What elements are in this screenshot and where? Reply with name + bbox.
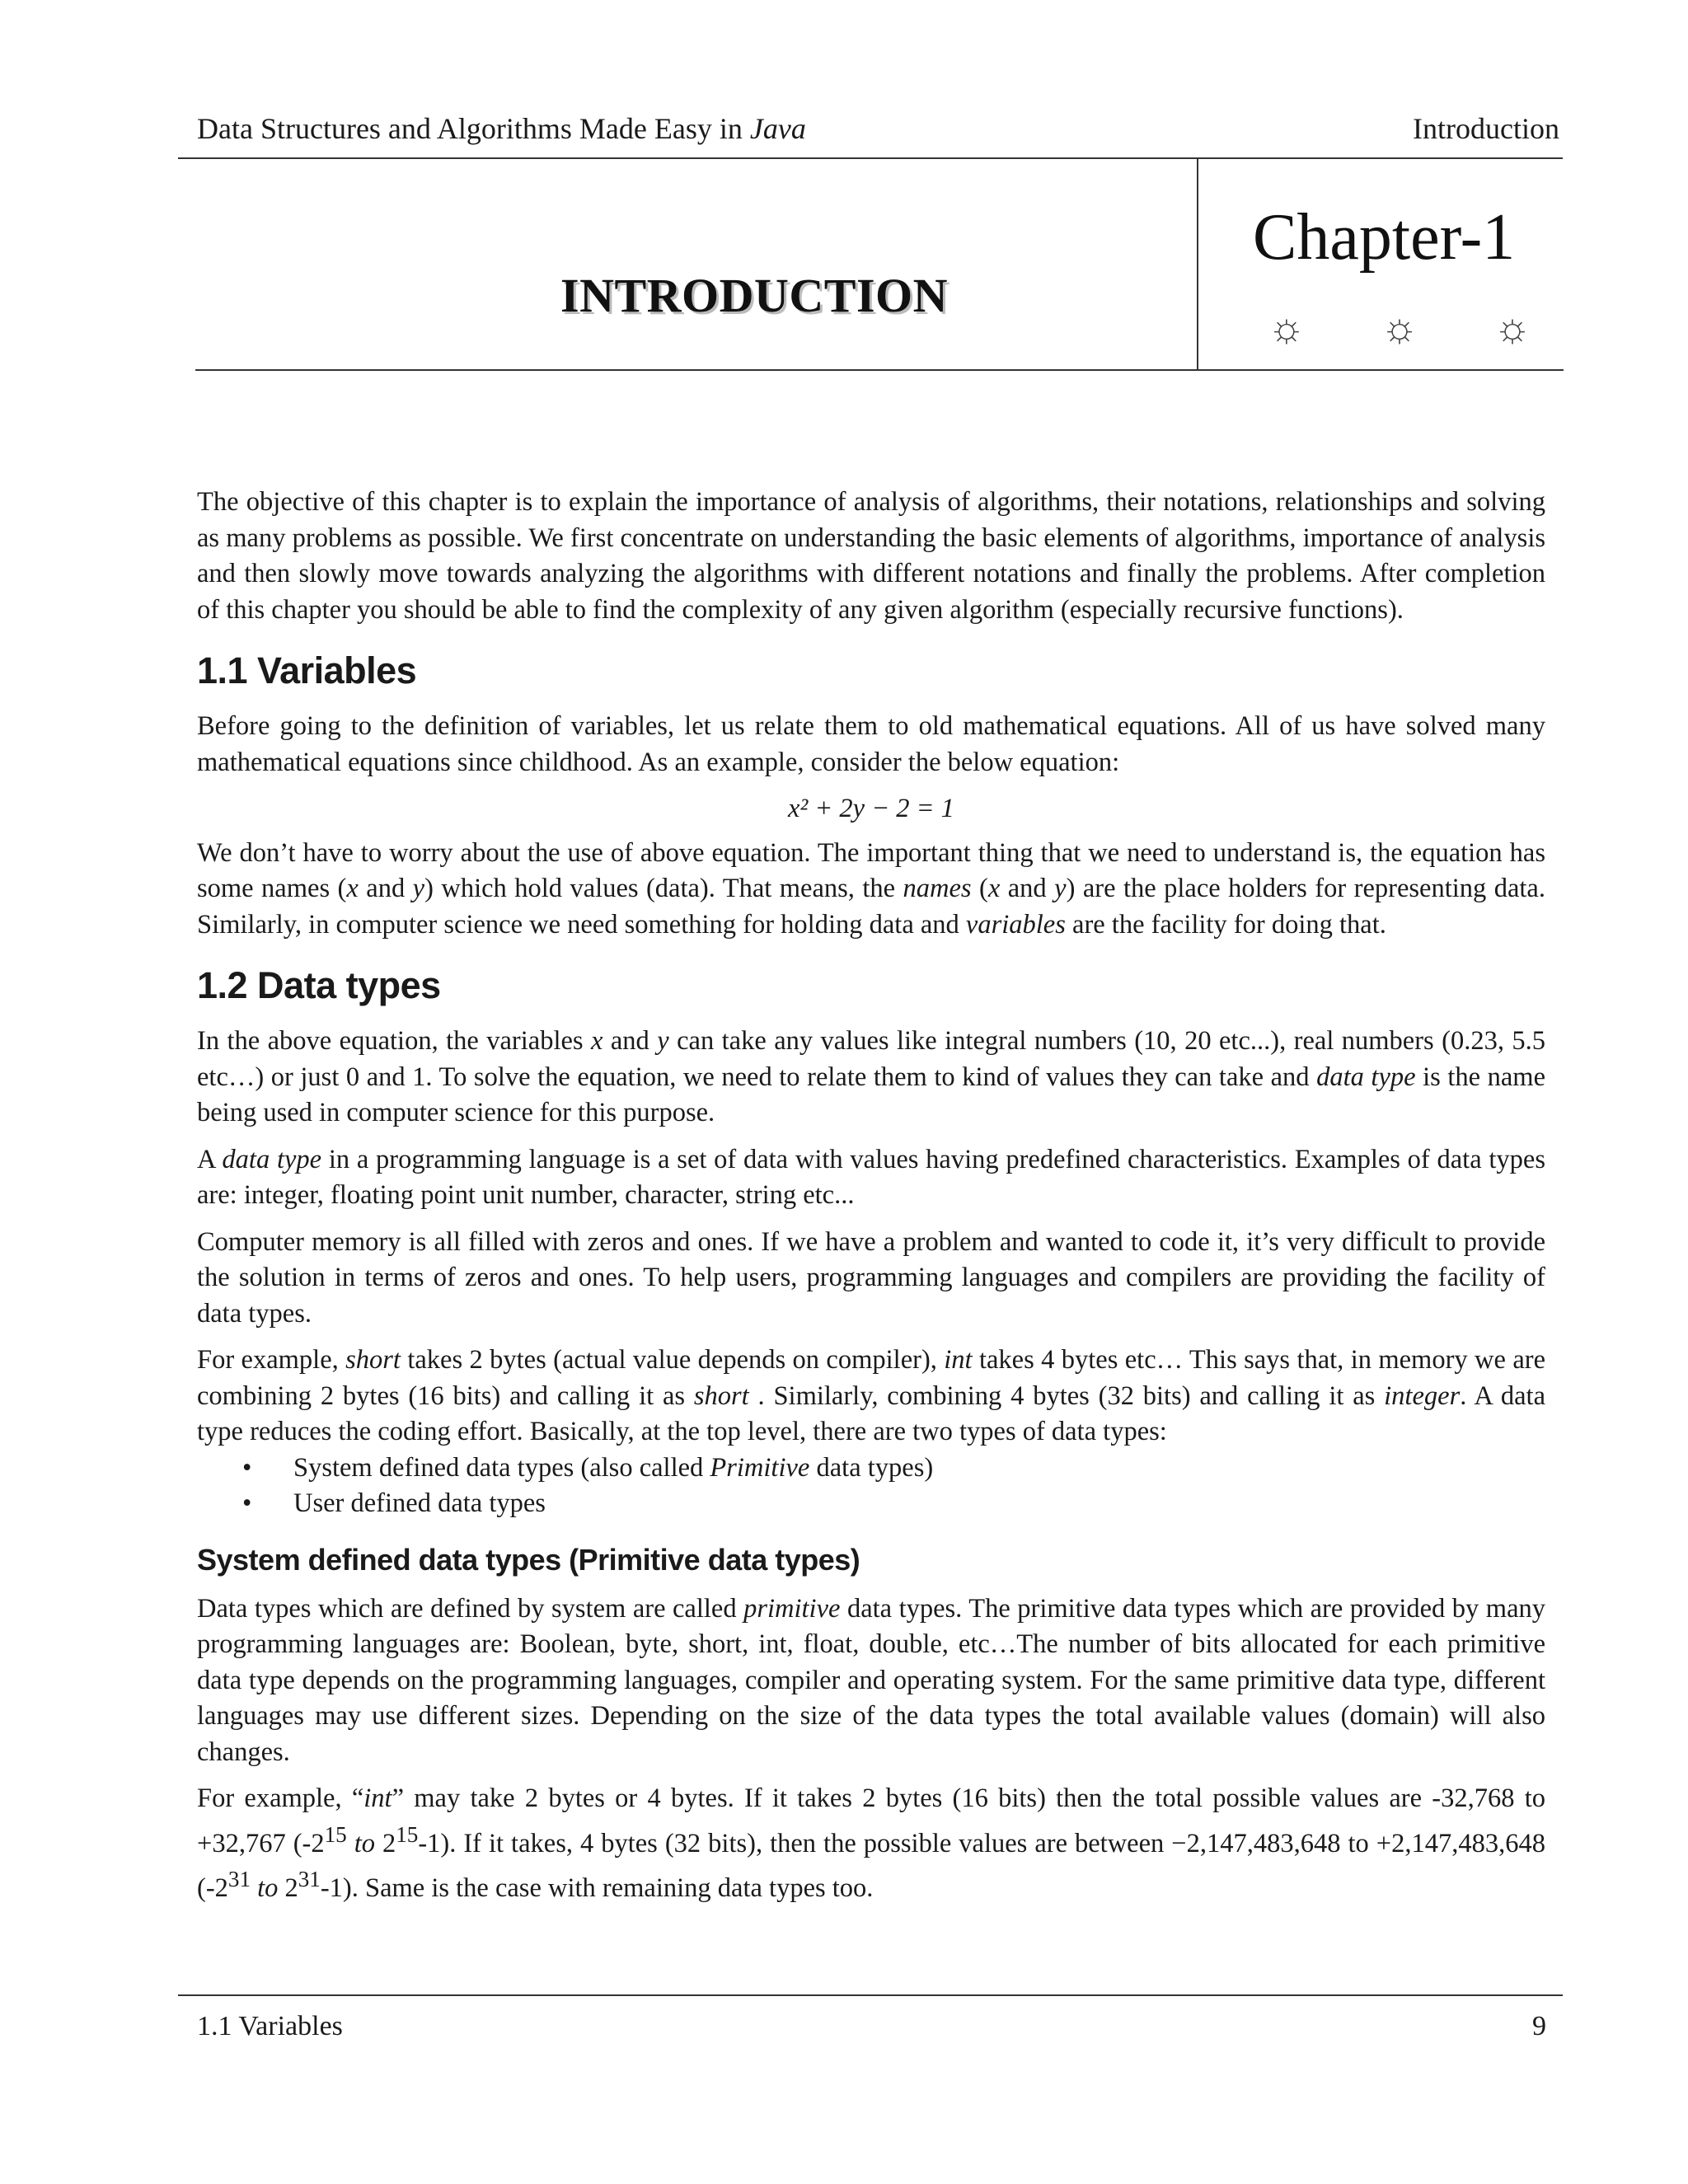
data-types-paragraph-3: Computer memory is all filled with zeros and ones. If we have a problem and wanted to code it, it’s very difficult to provide the solution in terms of zeros and ones. To help users, programming languages and compilers are providing the facility of data types. [197, 1226, 1545, 1329]
chapter-title: INTRODUCTION [560, 269, 949, 322]
sun-icon: ☼ [1268, 304, 1306, 350]
primitive-paragraph-2: For example, “int” may take 2 bytes or 4 bytes. If it takes 2 bytes (16 bits) then the total possible values are -32,768 to +32,767 ($-2^{15}$ to $2^{15}-1$). If it takes, 4 bytes (32 bits), then the possible values are between −2,147,483,648 to +2,147,483,648 ($-2^{31}$ to $2^{31}-1$). Same is the case with remaining data types too. [197, 1783, 1545, 1903]
subsection-heading-primitive: System defined data types (Primitive data types) [197, 1542, 860, 1577]
chapter-number: Chapter-1 [1253, 201, 1516, 274]
data-types-paragraph-2: A data type in a programming language is a set of data with values having predefined characteristics. Examples of data types are: integer, floating point unit number, character, string etc... [197, 1144, 1545, 1210]
book-title: Data Structures and Algorithms Made Easy in [197, 112, 750, 145]
equation: x² + 2y − 2 = 1 [788, 794, 954, 823]
primitive-paragraph-1: Data types which are defined by system are called primitive data types. The primitive data types which are provided by many programming languages are: Boolean, byte, short, int, float, double, etc…The number of bits allocated for each primitive data type depends on the programming languages, compiler and operating system. For the same primitive data type, different languages may use different sizes. Depending on the size of the data types the total available values (domain) will also changes. [197, 1593, 1545, 1767]
section-heading-data-types: 1.2 Data types [197, 964, 441, 1006]
data-types-paragraph-4: For example, short takes 2 bytes (actual value depends on compiler), int takes 4 bytes etc… This says that, in memory we are combining 2 bytes (16 bits) and calling it as short . Similarly, combining 4 bytes (32 bits) and calling it as integer. A data type reduces the coding effort. Basically, at the top level, there are two types of data types: [197, 1345, 1546, 1446]
page-number: 9 [1532, 2011, 1546, 2041]
section-heading-variables: 1.1 Variables [197, 649, 417, 691]
intro-paragraph: The objective of this chapter is to explain the importance of analysis of algorithms, their notations, relationships and solving as many problems as possible. We first concentrate on understanding the basic elements of algorithms, importance of analysis and then slowly move towards analyzing the algorithms with different notations and finally the problems. After completion of this chapter you should be able to find the complexity of any given algorithm (especially recursive functions). [197, 487, 1545, 625]
sun-icon: ☼ [1493, 304, 1531, 350]
list-item: • System defined data types (also called Primitive data types) [293, 1451, 1545, 1487]
variables-paragraph-1: Before going to the definition of variables, let us relate them to old mathematical equations. All of us have solved many mathematical equations since childhood. As an example, consider the below equation: [197, 711, 1545, 777]
running-header-title [197, 111, 806, 146]
footer-rule [178, 1994, 1563, 1996]
chapter-ornaments [1268, 304, 1531, 350]
footer-section: 1.1 Variables [197, 2011, 343, 2041]
title-rule [195, 369, 1564, 371]
header-rule [178, 157, 1563, 159]
page-content [197, 485, 1545, 1917]
title-divider [1197, 158, 1198, 370]
book-title-language: Java [749, 112, 806, 145]
list-item: • User defined data types [293, 1486, 1545, 1522]
data-types-paragraph-1: In the above equation, the variables x and y can take any values like integral numbers (10, 20 etc...), real numbers (0.23, 5.5 etc…) or just 0 and 1. To solve the equation, we need to relate them to kind of values they can take and data type is the name being used in computer science for this purpose. [197, 1026, 1546, 1127]
sun-icon: ☼ [1381, 304, 1418, 350]
running-header-section: Introduction [1413, 112, 1559, 145]
variables-paragraph-2: We don’t have to worry about the use of above equation. The important thing that we need to understand is, the equation has some names (x and y) which hold values (data). That means, the names (x and y) are the place holders for representing data. Similarly, in computer science we need something for holding data and variables are the facility for doing that. [197, 837, 1545, 940]
data-types-list [197, 1451, 1545, 1522]
